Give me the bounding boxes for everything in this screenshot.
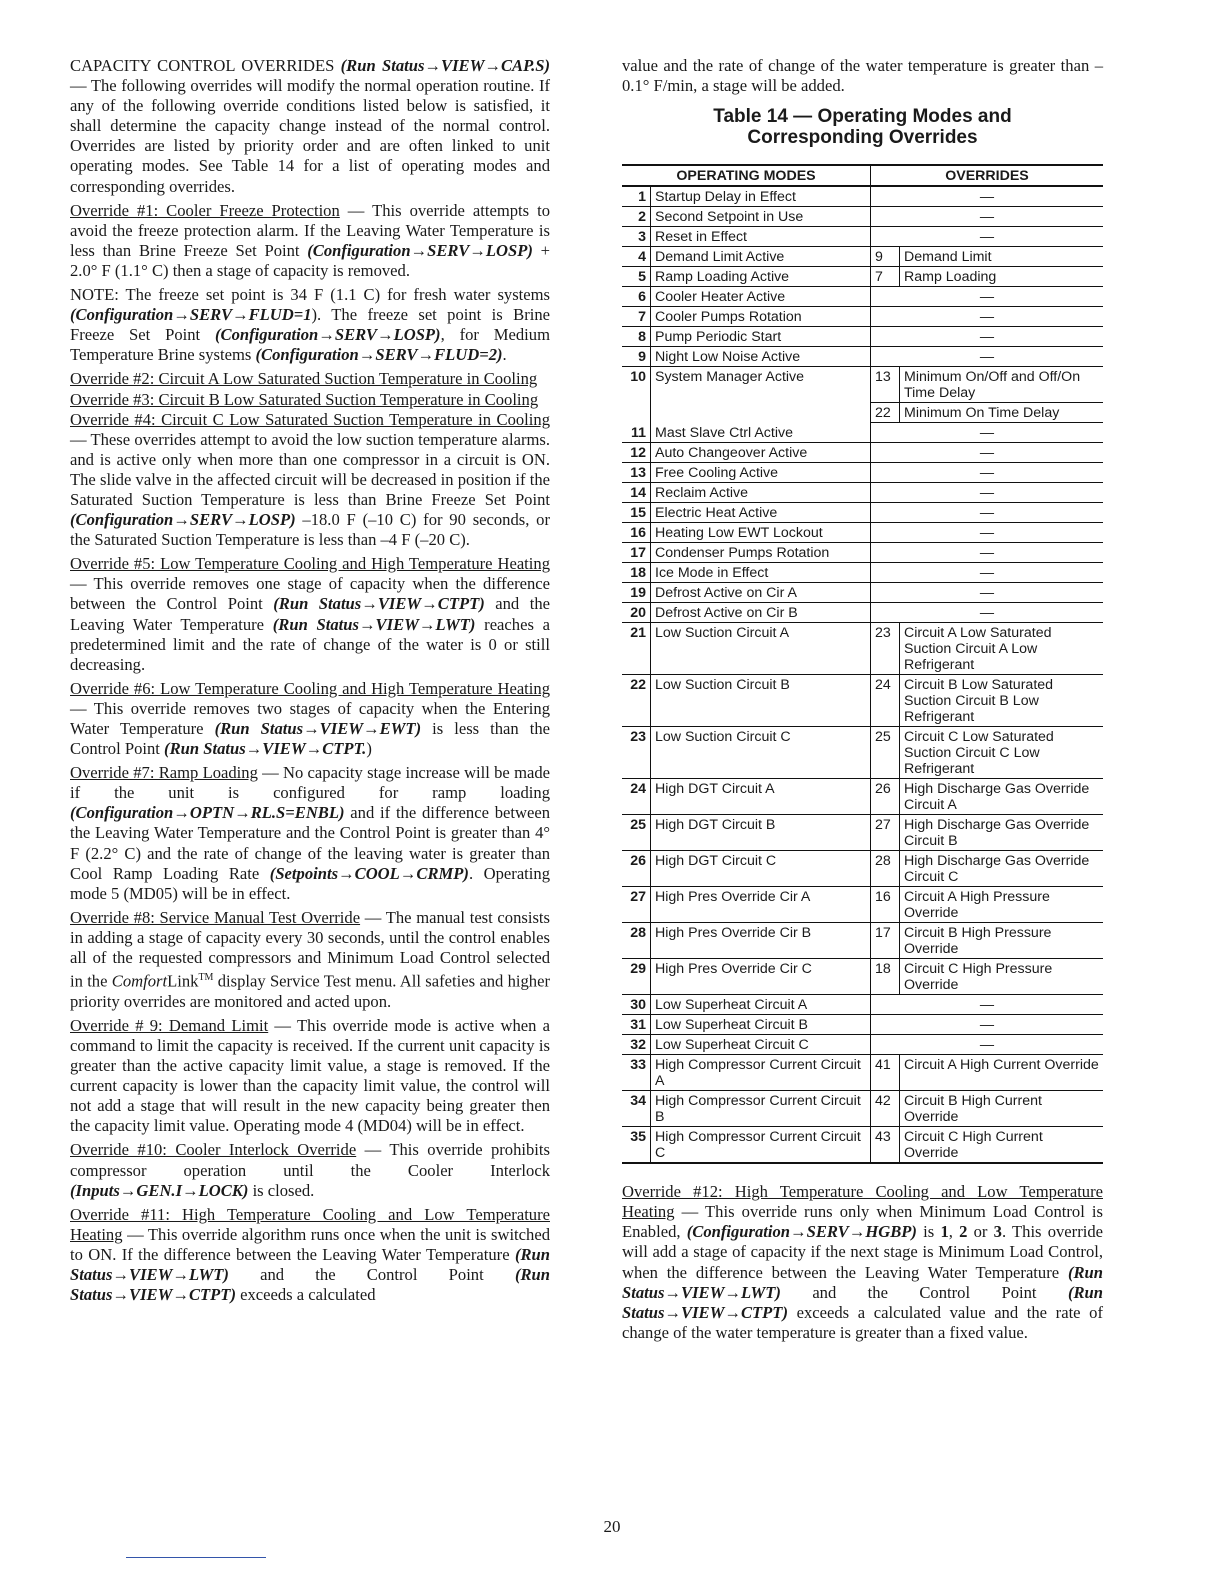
mode-name: High DGT Circuit A: [651, 779, 871, 815]
table-row: [622, 367, 1103, 403]
mode-name: Ice Mode in Effect: [651, 563, 871, 583]
override-11-title: Override #11: High Temperature Cooling and Low Temperature Heating: [70, 1204, 550, 1244]
mode-number: 16: [622, 523, 651, 543]
mode-number: 18: [622, 563, 651, 583]
mode-number: 35: [622, 1127, 651, 1164]
override-name: Circuit A High Pressure Override: [900, 887, 1104, 923]
override-none: —: [871, 227, 1104, 247]
override-name: Circuit C High Pressure Override: [900, 959, 1104, 995]
table-body: [622, 186, 1103, 1163]
override-10-title: Override #10: Cooler Interlock Override: [70, 1140, 357, 1160]
freeze-note: NOTE: The freeze set point is 34 F (1.1 C) for fresh water systems (Configuration→SERV→FLUD=1). The freeze set point is Brine Freeze Set Point (Configuration→SERV→LOSP), for Medium Temperature Brine systems (Configuration→SERV→FLUD=2).: [70, 285, 550, 365]
override-none: —: [871, 1035, 1104, 1055]
mode-number: 31: [622, 1015, 651, 1035]
override-none: —: [871, 423, 1104, 443]
override-none: —: [871, 603, 1104, 623]
override-5-title: Override #5: Low Temperature Cooling and High Temperature Heating: [70, 554, 550, 574]
table-row: [622, 423, 1103, 443]
table-row: [622, 1035, 1103, 1055]
override-none: —: [871, 995, 1104, 1015]
override-6: Override #6: Low Temperature Cooling and High Temperature Heating — This override removes two stages of capacity when the Entering Water Temperature (Run Status→VIEW→EWT) is less than the Control Point (Run Status→VIEW→CTPT.): [70, 678, 550, 759]
table-row: [622, 1015, 1103, 1035]
override-number: 24: [871, 675, 900, 727]
table-row: [622, 463, 1103, 483]
mode-number: 24: [622, 779, 651, 815]
mode-number: 22: [622, 675, 651, 727]
table-row: [622, 287, 1103, 307]
footer-rule: [126, 1557, 266, 1558]
table-row: [622, 443, 1103, 463]
override-number: 42: [871, 1091, 900, 1127]
mode-name: Startup Delay in Effect: [651, 186, 871, 207]
table-row: [622, 887, 1103, 923]
mode-number: 11: [622, 423, 651, 443]
header-overrides: OVERRIDES: [871, 165, 1104, 186]
override-number: 23: [871, 623, 900, 675]
override-none: —: [871, 347, 1104, 367]
mode-name: Reset in Effect: [651, 227, 871, 247]
table-row: [622, 1127, 1103, 1164]
mode-name: Mast Slave Ctrl Active: [651, 423, 871, 443]
override-name: Circuit A High Current Override: [900, 1055, 1104, 1091]
mode-name: High Compressor Current Circuit C: [651, 1127, 871, 1164]
mode-number: 3: [622, 227, 651, 247]
override-6-title: Override #6: Low Temperature Cooling and High Temperature Heating: [70, 678, 550, 698]
override-name: Circuit B Low Saturated Suction Circuit B Low Refrigerant: [900, 675, 1104, 727]
override-number: 43: [871, 1127, 900, 1164]
mode-name: Reclaim Active: [651, 483, 871, 503]
mode-number: 33: [622, 1055, 651, 1091]
override-10: Override #10: Cooler Interlock Override — This override prohibits compressor operation until the Cooler Interlock (Inputs→GEN.I→LOCK) is closed.: [70, 1140, 550, 1200]
table-row: [622, 267, 1103, 287]
table-row: [622, 727, 1103, 779]
table-row: [622, 503, 1103, 523]
mode-number: 10: [622, 367, 651, 423]
table-row: [622, 543, 1103, 563]
mode-number: 9: [622, 347, 651, 367]
override-9-title: Override # 9: Demand Limit: [70, 1015, 269, 1035]
mode-name: Low Superheat Circuit B: [651, 1015, 871, 1035]
mode-name: High Pres Override Cir B: [651, 923, 871, 959]
mode-name: High Pres Override Cir C: [651, 959, 871, 995]
table-row: [622, 675, 1103, 727]
override-number: 7: [871, 267, 900, 287]
table-row: [622, 523, 1103, 543]
override-4: Override #4: Circuit C Low Saturated Suction Temperature in Cooling — These overrides attempt to avoid the low suction temperature alarms. and is active only when more than one compressor in a circuit is ON. The slide valve in the affected circuit will be decreased in position if the Saturated Suction Temperature is less than Brine Freeze Set Point (Configuration→SERV→LOSP) –18.0 F (–10 C) for 90 seconds, or the Saturated Suction Temperature is less than –4 F (–20 C).: [70, 409, 550, 550]
mode-number: 13: [622, 463, 651, 483]
override-name: Circuit B High Current Override: [900, 1091, 1104, 1127]
mode-name: Second Setpoint in Use: [651, 207, 871, 227]
override-number: 22: [871, 403, 900, 423]
operating-modes-table: [622, 164, 1103, 1164]
override-2: [70, 369, 550, 389]
override-none: —: [871, 463, 1104, 483]
mode-name: High Pres Override Cir A: [651, 887, 871, 923]
mode-number: 32: [622, 1035, 651, 1055]
table-row: [622, 923, 1103, 959]
mode-name: Low Superheat Circuit A: [651, 995, 871, 1015]
table-row: [622, 779, 1103, 815]
table-row: [622, 483, 1103, 503]
table-title: Table 14 — Operating Modes and Corresponding Overrides: [713, 106, 1012, 149]
override-1-title: Override #1: Cooler Freeze Protection: [70, 200, 340, 220]
mode-name: Heating Low EWT Lockout: [651, 523, 871, 543]
mode-name: System Manager Active: [651, 367, 871, 423]
override-7: Override #7: Ramp Loading — No capacity stage increase will be made if the unit is configured for ramp loading (Configuration→OPTN→RL.S=ENBL) and if the difference between the Leaving Water Temperature and the Control Point is greater than 4° F (2.2° C) and the rate of change of the leaving water is greater than Cool Ramp Loading Rate (Setpoints→COOL→CRMP). Operating mode 5 (MD05) will be in effect.: [70, 763, 550, 903]
override-number: 25: [871, 727, 900, 779]
override-name: Minimum On/Off and Off/On Time Delay: [900, 367, 1104, 403]
override-number: 17: [871, 923, 900, 959]
table-row: [622, 307, 1103, 327]
override-11: Override #11: High Temperature Cooling and Low Temperature Heating — This override algorithm runs once when the unit is switched to ON. If the difference between the Leaving Water Temperature (Run Status→VIEW→LWT) and the Control Point (Run Status→VIEW→CTPT) exceeds a calculated: [70, 1204, 550, 1305]
mode-number: 7: [622, 307, 651, 327]
table-row: [622, 563, 1103, 583]
mode-number: 27: [622, 887, 651, 923]
override-11-continued: value and the rate of change of the water temperature is greater than –0.1° F/min, a stage will be added.: [622, 56, 1103, 96]
mode-number: 4: [622, 247, 651, 267]
mode-number: 28: [622, 923, 651, 959]
table-row: [622, 583, 1103, 603]
mode-number: 12: [622, 443, 651, 463]
left-column: [70, 56, 550, 1309]
mode-name: Free Cooling Active: [651, 463, 871, 483]
table-row: [622, 227, 1103, 247]
mode-number: 26: [622, 851, 651, 887]
mode-name: High Compressor Current Circuit B: [651, 1091, 871, 1127]
override-name: Ramp Loading: [900, 267, 1104, 287]
override-12-title: Override #12: High Temperature Cooling and Low Temperature Heating: [622, 1182, 1103, 1222]
override-number: 16: [871, 887, 900, 923]
override-none: —: [871, 207, 1104, 227]
override-number: 9: [871, 247, 900, 267]
mode-number: 34: [622, 1091, 651, 1127]
override-8-title: Override #8: Service Manual Test Override: [70, 907, 361, 927]
mode-name: Low Suction Circuit B: [651, 675, 871, 727]
override-4-title: Override #4: Circuit C Low Saturated Suction Temperature in Cooling: [70, 409, 550, 429]
override-3: [70, 390, 550, 410]
table-row: [622, 1055, 1103, 1091]
override-number: 13: [871, 367, 900, 403]
override-7-title: Override #7: Ramp Loading: [70, 763, 258, 783]
mode-number: 29: [622, 959, 651, 995]
override-number: 27: [871, 815, 900, 851]
mode-number: 5: [622, 267, 651, 287]
mode-name: Low Suction Circuit A: [651, 623, 871, 675]
mode-number: 25: [622, 815, 651, 851]
override-name: Circuit C High Current Override: [900, 1127, 1104, 1164]
mode-name: High Compressor Current Circuit A: [651, 1055, 871, 1091]
override-5: Override #5: Low Temperature Cooling and High Temperature Heating — This override removes one stage of capacity when the difference between the Control Point (Run Status→VIEW→CTPT) and the Leaving Water Temperature (Run Status→VIEW→LWT) reaches a predetermined limit and the rate of change of the water is 0 or still decreasing.: [70, 554, 550, 674]
override-none: —: [871, 287, 1104, 307]
mode-name: Ramp Loading Active: [651, 267, 871, 287]
mode-name: Defrost Active on Cir A: [651, 583, 871, 603]
override-none: —: [871, 563, 1104, 583]
override-name: High Discharge Gas Override Circuit A: [900, 779, 1104, 815]
override-name: High Discharge Gas Override Circuit B: [900, 815, 1104, 851]
override-none: —: [871, 583, 1104, 603]
mode-name: Low Superheat Circuit C: [651, 1035, 871, 1055]
override-name: Demand Limit: [900, 247, 1104, 267]
mode-number: 2: [622, 207, 651, 227]
override-12: Override #12: High Temperature Cooling and Low Temperature Heating — This override runs only when Minimum Load Control is Enabled, (Configuration→SERV→HGBP) is 1, 2 or 3. This override will add a stage of capacity if the next stage is Minimum Load Control, when the difference between the Leaving Water Temperature (Run Status→VIEW→LWT) and the Control Point (Run Status→VIEW→CTPT) exceeds a calculated value and the rate of change of the water temperature is greater than a fixed value.: [622, 1182, 1103, 1342]
table-row: [622, 327, 1103, 347]
mode-name: Cooler Pumps Rotation: [651, 307, 871, 327]
override-none: —: [871, 483, 1104, 503]
override-3-title: Override #3: Circuit B Low Saturated Suction Temperature in Cooling: [70, 389, 539, 409]
table-row: [622, 186, 1103, 207]
mode-number: 15: [622, 503, 651, 523]
override-none: —: [871, 186, 1104, 207]
mode-name: Pump Periodic Start: [651, 327, 871, 347]
mode-name: Electric Heat Active: [651, 503, 871, 523]
override-number: 28: [871, 851, 900, 887]
mode-number: 21: [622, 623, 651, 675]
header-operating-modes: OPERATING MODES: [622, 165, 871, 186]
mode-name: Auto Changeover Active: [651, 443, 871, 463]
table-row: [622, 815, 1103, 851]
mode-number: 30: [622, 995, 651, 1015]
table-row: [622, 207, 1103, 227]
override-none: —: [871, 503, 1104, 523]
override-name: Circuit B High Pressure Override: [900, 923, 1104, 959]
table-row: [622, 851, 1103, 887]
mode-number: 8: [622, 327, 651, 347]
mode-name: Cooler Heater Active: [651, 287, 871, 307]
mode-name: Demand Limit Active: [651, 247, 871, 267]
override-none: —: [871, 523, 1104, 543]
override-none: —: [871, 543, 1104, 563]
page-number: 20: [603, 1517, 621, 1536]
override-none: —: [871, 327, 1104, 347]
override-8: Override #8: Service Manual Test Override — The manual test consists in adding a stage of capacity every 30 seconds, until the control enables all of the requested compressors and Minimum Load Control selected in the ComfortLink™ display Service Test menu. All safeties and higher priority overrides are monitored and acted upon.: [70, 907, 550, 1011]
mode-number: 17: [622, 543, 651, 563]
mode-name: High DGT Circuit C: [651, 851, 871, 887]
table-row: [622, 623, 1103, 675]
override-2-title: Override #2: Circuit A Low Saturated Suction Temperature in Cooling: [70, 369, 538, 389]
mode-name: Low Suction Circuit C: [651, 727, 871, 779]
table-row: [622, 347, 1103, 367]
override-name: Minimum On Time Delay: [900, 403, 1104, 423]
right-column: [622, 56, 1103, 1343]
override-name: High Discharge Gas Override Circuit C: [900, 851, 1104, 887]
mode-name: Condenser Pumps Rotation: [651, 543, 871, 563]
override-name: Circuit C Low Saturated Suction Circuit C Low Refrigerant: [900, 727, 1104, 779]
mode-number: 23: [622, 727, 651, 779]
table-header-row: [622, 165, 1103, 186]
override-none: —: [871, 443, 1104, 463]
table-row: [622, 1091, 1103, 1127]
override-number: 26: [871, 779, 900, 815]
mode-name: High DGT Circuit B: [651, 815, 871, 851]
table-row: [622, 247, 1103, 267]
override-none: —: [871, 1015, 1104, 1035]
mode-number: 14: [622, 483, 651, 503]
table-row: [622, 959, 1103, 995]
mode-number: 19: [622, 583, 651, 603]
override-number: 41: [871, 1055, 900, 1091]
override-name: Circuit A Low Saturated Suction Circuit A Low Refrigerant: [900, 623, 1104, 675]
capacity-control-intro: CAPACITY CONTROL OVERRIDES (Run Status→VIEW→CAP.S) — The following overrides will modify the normal operation routine. If any of the following override conditions listed below is satisfied, it shall determine the capacity change instead of the normal control. Overrides are listed by priority order and are often linked to unit operating modes. See Table 14 for a list of operating modes and corresponding overrides.: [70, 56, 550, 196]
override-number: 18: [871, 959, 900, 995]
override-none: —: [871, 307, 1104, 327]
mode-name: Night Low Noise Active: [651, 347, 871, 367]
mode-name: Defrost Active on Cir B: [651, 603, 871, 623]
mode-number: 1: [622, 186, 651, 207]
override-9: Override # 9: Demand Limit — This override mode is active when a command to limit the capacity is received. If the current unit capacity is greater than the active capacity limit value, a stage is removed. If the current capacity is lower than the capacity limit value, the control will not add a stage that will result in the new capacity being greater then the capacity limit value. Operating mode 4 (MD04) will be in effect.: [70, 1015, 550, 1136]
mode-number: 6: [622, 287, 651, 307]
table-row: [622, 603, 1103, 623]
table-row: [622, 995, 1103, 1015]
override-1: Override #1: Cooler Freeze Protection — This override attempts to avoid the freeze protection alarm. If the Leaving Water Temperature is less than Brine Freeze Set Point (Configuration→SERV→LOSP) + 2.0° F (1.1° C) then a stage of capacity is removed.: [70, 200, 551, 280]
mode-number: 20: [622, 603, 651, 623]
